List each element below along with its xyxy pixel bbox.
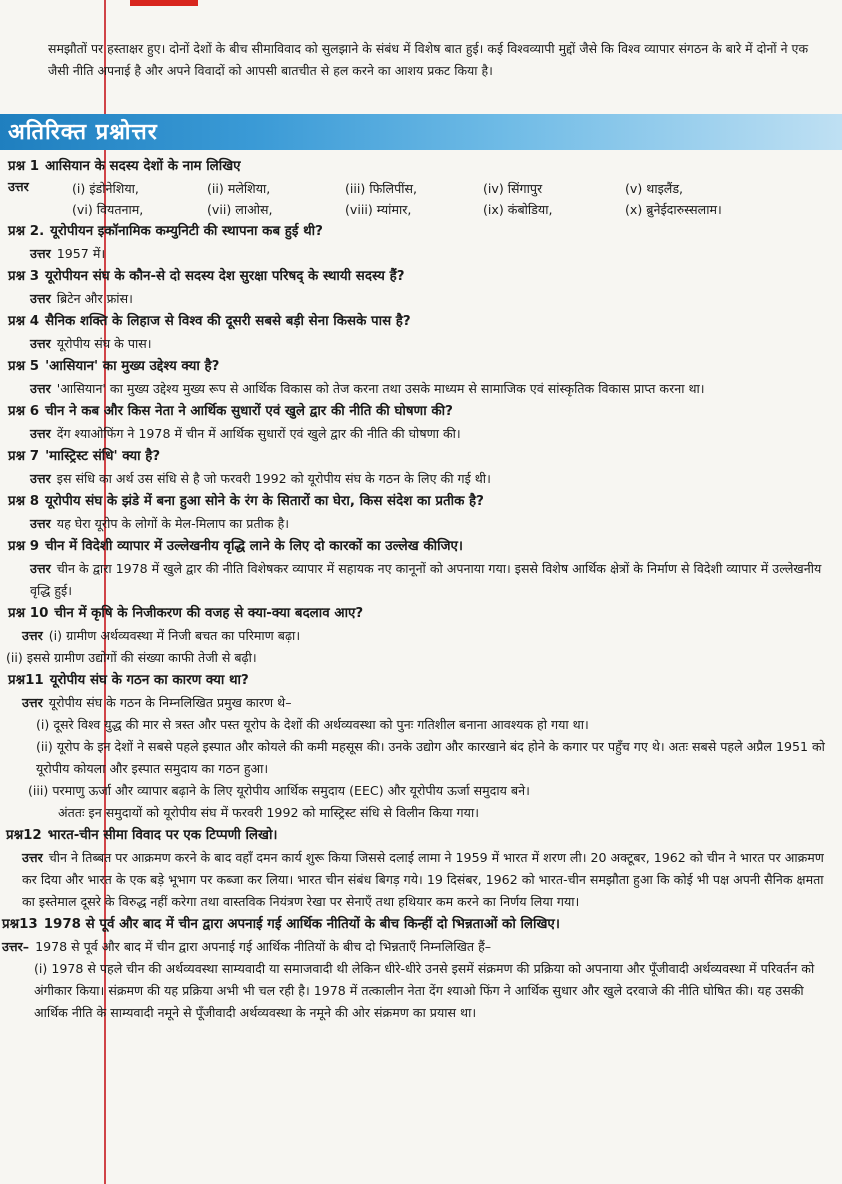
country-item: (iv) सिंगापुर	[483, 181, 543, 196]
question-12	[0, 824, 842, 847]
answer-text: ब्रिटेन और फ्रांस।	[56, 291, 133, 306]
question-9	[0, 535, 842, 558]
answer-label: उत्तर	[30, 336, 51, 351]
answer-text: इस संधि का अर्थ उस संधि से है जो फरवरी 1992 को यूरोपीय संघ के गठन के लिए की गई थी।	[56, 471, 491, 486]
answer-11-intro	[0, 692, 842, 714]
answer-label: उत्तर–	[2, 939, 30, 954]
question-label: प्रश्न11	[8, 673, 44, 688]
question-label: प्रश्न 6	[8, 404, 40, 419]
answer-11-point-2: (ii) यूरोप के इन देशों ने सबसे पहले इस्पात और कोयले की कमी महसूस की। उनके उद्योग और कारखाने बंद होने के कगार पर पहुँच गए थे। अतः सबसे पहले अप्रैल 1951 को यूरोपीय कोयला और इस्पात समुदाय का गठन हुआ।	[36, 739, 825, 776]
question-6	[0, 400, 842, 423]
question-label: प्रश्न 2.	[8, 224, 45, 239]
question-text: सैनिक शक्ति के लिहाज से विश्व की दूसरी सबसे बड़ी सेना किसके पास है?	[45, 314, 411, 329]
country-item: (iii) फिलिपींस,	[345, 181, 418, 196]
question-10	[0, 602, 842, 625]
question-13	[0, 913, 842, 936]
question-label: प्रश्न 5	[8, 359, 40, 374]
question-label: प्रश्न12	[6, 828, 42, 843]
question-5	[0, 355, 842, 378]
answer-4	[0, 333, 842, 355]
question-label: प्रश्न13	[2, 917, 38, 932]
answer-13-point-1: (i) 1978 से पहले चीन की अर्थव्यवस्था साम्यवादी या समाजवादी थी लेकिन धीरे-धीरे उनसे इसमें संक्रमण की प्रक्रिया को अपनाया और पूँजीवादी अर्थव्यवस्था में परिवर्तन को अंगीकार किया। संक्रमण की यह प्रक्रिया अभी भी चल रही है। 1978 में तत्कालीन नेता देंग श्याओ फिंग ने आर्थिक सुधार और खुले दरवाजे की नीति घोषित की। यह उसकी आर्थिक नीति के साम्यवादी नमूने से पूँजीवादी अर्थव्यवस्था के नमूने की ओर संक्रमण का प्रयास था।	[34, 961, 815, 1020]
answer-label: उत्तर	[30, 516, 51, 531]
answer-10-point-2: (ii) इससे ग्रामीण उद्योगों की संख्या काफी तेजी से बढ़ी।	[6, 650, 257, 665]
question-label: प्रश्न 4	[8, 314, 40, 329]
question-text: 'मास्ट्रिस्ट संधि' क्या है?	[45, 449, 161, 464]
question-7	[0, 445, 842, 468]
answer-11-conclusion: अंततः इन समुदायों को यूरोपीय संघ में फरवरी 1992 को मास्ट्रिस्ट संधि से विलीन किया गया।	[58, 805, 479, 820]
section-banner	[0, 114, 842, 150]
country-item: (v) थाइलैंड,	[625, 181, 684, 196]
answer-label: उत्तर	[30, 471, 51, 486]
question-text: भारत-चीन सीमा विवाद पर एक टिप्पणी लिखो।	[47, 828, 278, 843]
answer-text: यूरोपीय संघ के गठन के निम्नलिखित प्रमुख कारण थे–	[48, 695, 292, 710]
answer-13-intro	[0, 936, 842, 958]
answer-6	[0, 423, 842, 445]
question-3	[0, 265, 842, 288]
question-label: प्रश्न 9	[8, 539, 40, 554]
answer-label: उत्तर	[30, 381, 51, 396]
answer-label: उत्तर	[30, 426, 51, 441]
answer-label: उत्तर	[8, 179, 29, 194]
answer-label: उत्तर	[30, 291, 51, 306]
country-item: (ii) मलेशिया,	[207, 181, 271, 196]
answer-11-point-3: (iii) परमाणु ऊर्जा और व्यापार बढ़ाने के लिए यूरोपीय आर्थिक समुदाय (EEC) और यूरोपीय ऊर्जा समुदाय बने।	[28, 783, 530, 798]
question-4	[0, 310, 842, 333]
answer-text: चीन के द्वारा 1978 में खुले द्वार की नीति विशेषकर व्यापार में सहायक नए कानूनों को अपनाया गया। इससे विशेष आर्थिक क्षेत्रों के निर्माण से विदेशी व्यापार में उल्लेखनीय वृद्धि हुई।	[30, 561, 822, 598]
section-title: अतिरिक्त प्रश्नोत्तर	[8, 120, 158, 145]
answer-2	[0, 243, 842, 265]
country-item: (i) इंडोनेशिया,	[72, 181, 139, 196]
question-label: प्रश्न 8	[8, 494, 40, 509]
question-text: चीन में कृषि के निजीकरण की वजह से क्या-क्या बदलाव आए?	[54, 606, 364, 621]
question-label: प्रश्न 3	[8, 269, 40, 284]
answer-1	[0, 178, 842, 220]
question-text: यूरोपीय संघ के झंडे में बना हुआ सोने के रंग के सितारों का घेरा, किस संदेश का प्रतीक है?	[45, 494, 484, 509]
answer-label: उत्तर	[22, 850, 43, 865]
question-answer-list	[0, 155, 842, 1024]
answer-label: उत्तर	[22, 628, 43, 643]
asean-country-list	[0, 178, 842, 220]
country-item: (viii) म्यांमार,	[345, 202, 412, 217]
answer-text: 'आसियान' का मुख्य उद्देश्य मुख्य रूप से आर्थिक विकास को तेज करना तथा उसके माध्यम से सामाजिक एवं सांस्कृतिक विकास प्राप्त करना था।	[56, 381, 705, 396]
question-8	[0, 490, 842, 513]
country-item: (vii) लाओस,	[207, 202, 273, 217]
answer-10-point-1	[0, 625, 842, 647]
answer-label: उत्तर	[30, 561, 51, 576]
question-2	[0, 220, 842, 243]
question-11	[0, 669, 842, 692]
answer-text: चीन ने तिब्बत पर आक्रमण करने के बाद वहाँ दमन कार्य शुरू किया जिससे दलाई लामा ने 1959 में भारत में शरण ली। 20 अक्टूबर, 1962 को चीन ने भारत पर आक्रमण कर दिया और भारत के एक बड़े भूभाग पर कब्जा कर लिया। भारत चीन संबंध बिगड़ गये। 19 दिसंबर, 1962 को भारत-चीन समझौता हुआ कि कोई भी पक्ष अपनी सैनिक क्षमता का इस्तेमाल दूसरे के विरुद्ध नहीं करेगा तथा वास्तविक नियंत्रण रेखा पर सेनाएँ तथा हथियार कम करने का निर्णय लिया गया।	[22, 850, 824, 909]
answer-label: उत्तर	[30, 246, 51, 261]
country-item: (vi) वियतनाम,	[72, 202, 144, 217]
answer-label: उत्तर	[22, 695, 43, 710]
answer-3	[0, 288, 842, 310]
question-text: यूरोपीयन संघ के कौन-से दो सदस्य देश सुरक्षा परिषद् के स्थायी सदस्य हैं?	[45, 269, 405, 284]
question-label: प्रश्न 7	[8, 449, 40, 464]
question-text: आसियान के सदस्य देशों के नाम लिखिए	[45, 159, 241, 174]
question-text: 1978 से पूर्व और बाद में चीन द्वारा अपनाई गई आर्थिक नीतियों के बीच किन्हीं दो भिन्नताओं को लिखिए।	[43, 917, 560, 932]
question-text: यूरोपीयन इकॉनामिक कम्युनिटी की स्थापना कब हुई थी?	[50, 224, 323, 239]
answer-text: 1957 में।	[56, 246, 106, 261]
answer-text: यूरोपीय संघ के पास।	[56, 336, 152, 351]
answer-7	[0, 468, 842, 490]
answer-text: 1978 से पूर्व और बाद में चीन द्वारा अपनाई गई आर्थिक नीतियों के बीच दो भिन्नताएँ निम्नलिखित हैं–	[35, 939, 492, 954]
question-label: प्रश्न 10	[8, 606, 49, 621]
intro-paragraph: समझौतों पर हस्ताक्षर हुए। दोनों देशों के बीच सीमाविवाद को सुलझाने के संबंध में विशेष बात हुई। कई विश्वव्यापी मुद्दों जैसे कि विश्व व्यापार संगठन के बारे में दोनों ने एक जैसी नीति अपनाई है और अपने विवादों को आपसी बातचीत से हल करने का आशय प्रकट किया है।	[48, 41, 809, 78]
question-text: चीन में विदेशी व्यापार में उल्लेखनीय वृद्धि लाने के लिए दो कारकों का उल्लेख कीजिए।	[45, 539, 463, 554]
question-1	[0, 155, 842, 178]
country-item: (x) ब्रुनेईदारुस्सलाम।	[625, 202, 722, 217]
answer-9	[0, 558, 842, 602]
answer-12	[0, 847, 842, 913]
answer-text: देंग श्याओफिंग ने 1978 में चीन में आर्थिक सुधारों एवं खुले द्वार की नीति की घोषणा की।	[56, 426, 461, 441]
question-text: चीन ने कब और किस नेता ने आर्थिक सुधारों एवं खुले द्वार की नीति की घोषणा की?	[45, 404, 453, 419]
answer-11-point-1: (i) दूसरे विश्व युद्ध की मार से त्रस्त और पस्त यूरोप के देशों की अर्थव्यवस्था को पुनः गतिशील बनाना आवश्यक हो गया था।	[36, 717, 589, 732]
answer-5	[0, 378, 842, 400]
question-text: 'आसियान' का मुख्य उद्देश्य क्या है?	[45, 359, 220, 374]
answer-8	[0, 513, 842, 535]
question-text: यूरोपीय संघ के गठन का कारण क्या था?	[49, 673, 249, 688]
answer-text: यह घेरा यूरोप के लोगों के मेल-मिलाप का प्रतीक है।	[56, 516, 290, 531]
country-item: (ix) कंबोडिया,	[483, 202, 553, 217]
answer-text: (i) ग्रामीण अर्थव्यवस्था में निजी बचत का परिमाण बढ़ा।	[48, 628, 301, 643]
question-label: प्रश्न 1	[8, 159, 40, 174]
